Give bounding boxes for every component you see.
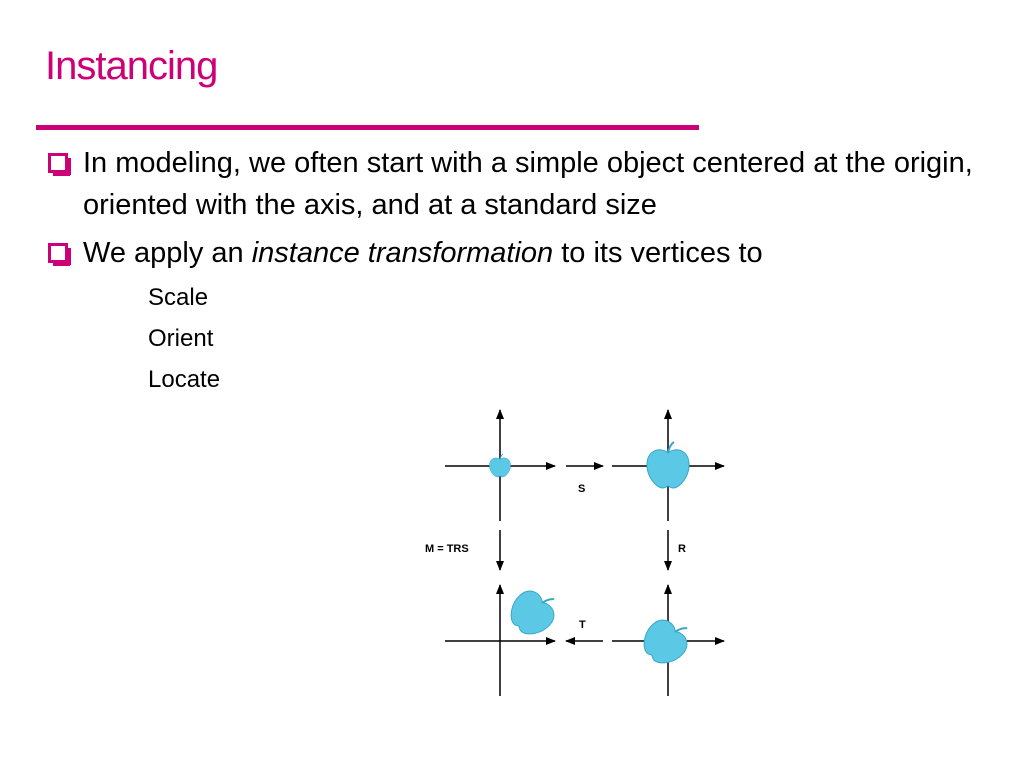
bullet-text: In modeling, we often start with a simple object centered at the origin, oriented with the axis, and at a standard size	[83, 147, 973, 221]
sub-item-scale: Scale	[148, 284, 209, 311]
label-s: S	[578, 483, 586, 495]
slide-title: Instancing	[45, 44, 218, 88]
label-r: R	[678, 543, 686, 555]
bullet-text-suffix: to its vertices to	[553, 237, 763, 269]
label-m-equals-trs: M = TRS	[425, 543, 469, 555]
bullet-text-emphasis: instance transformation	[251, 237, 554, 269]
sub-item-locate: Locate	[148, 366, 221, 393]
apple-icon	[503, 580, 565, 642]
sub-item-orient: Orient	[148, 325, 214, 352]
label-t: T	[579, 619, 586, 631]
bullet-text-prefix: We apply an	[83, 237, 252, 269]
